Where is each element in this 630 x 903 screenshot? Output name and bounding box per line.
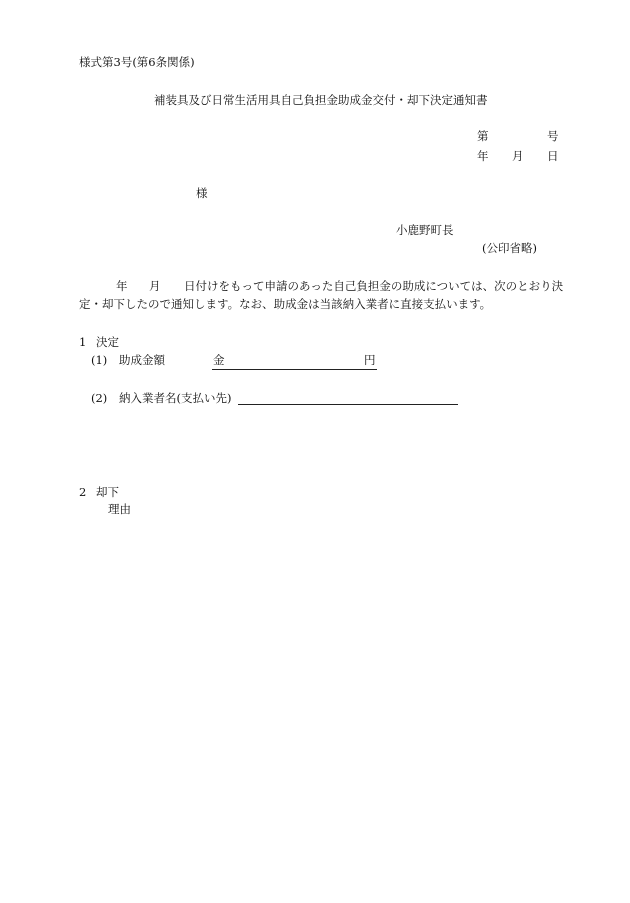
addressee-suffix: 様 [196,186,208,200]
body-month-label: 月 [149,279,161,293]
amount-unit: 円 [364,353,376,367]
issuer-name: 小鹿野町長 [396,223,454,237]
item-2-number: (2) [91,391,108,405]
form-id: 様式第3号(第6条関係) [79,55,195,69]
body-year-label: 年 [116,279,128,293]
item-1-number: (1) [91,353,108,367]
body-line-2: 定・却下したので通知します。なお、助成金は当該納入業者に直接支払います。 [79,297,492,311]
amount-prefix: 金 [213,353,225,367]
date-day-label: 日 [547,149,559,163]
number-go: 号 [547,129,559,143]
seal-note: (公印省略) [482,241,537,255]
date-month-label: 月 [512,149,524,163]
section-1-heading: 決定 [96,335,119,349]
document-title: 補装具及び日常生活用具自己負担金助成金交付・却下決定通知書 [154,93,488,107]
amount-field [212,369,377,370]
section-1-number: 1 [79,335,87,349]
section-2-heading: 却下 [96,485,119,499]
number-dai: 第 [477,129,489,143]
vendor-name-field [238,404,458,405]
body-line-1: 日付けをもって申請のあった自己負担金の助成については、次のとおり決 [184,279,564,293]
date-year-label: 年 [477,149,489,163]
section-2-number: 2 [79,485,87,499]
item-2-label: 納入業者名(支払い先) [119,391,232,405]
reason-label: 理由 [108,502,131,516]
item-1-label: 助成金額 [119,353,165,367]
